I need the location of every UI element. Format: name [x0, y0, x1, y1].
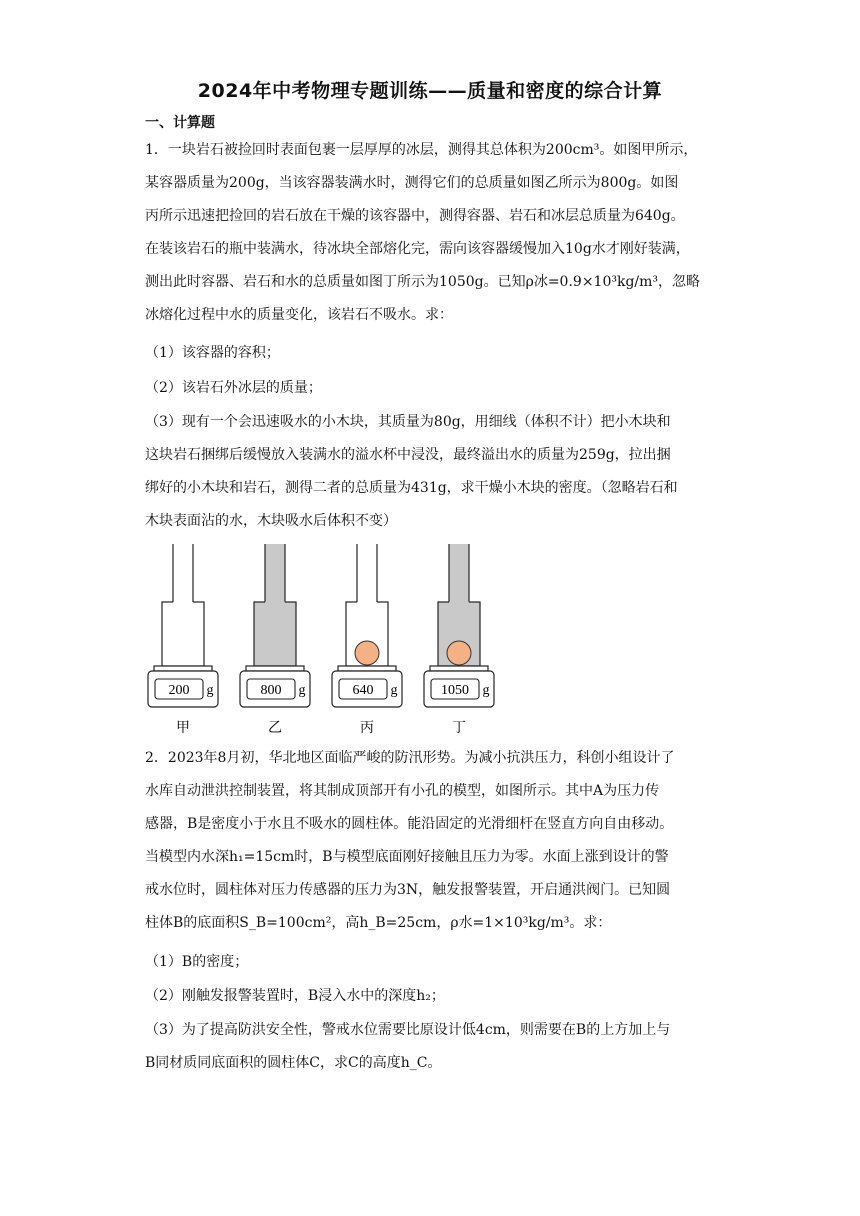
scale-group: [240, 544, 310, 736]
q1-subquestion-2: （2）该岩石外冰层的质量；: [145, 380, 322, 396]
q1-subquestion-3-line-1: （3）现有一个会迅速吸水的小木块，其质量为80g，用细线（体积不计）把小木块和: [145, 414, 671, 430]
q2-line-1: 2．2023年8月初，华北地区面临严峻的防汛形势。为减小抗洪压力，科创小组设计了: [145, 750, 675, 766]
scale-label: 丙: [360, 721, 374, 736]
rock-ball: [447, 641, 471, 665]
container-neck-fill: [173, 544, 193, 604]
q1-subquestion-3-line-2: 这块岩石捆绑后缓慢放入装满水的溢水杯中浸没，最终溢出水的质量为259g，拉出捆: [145, 447, 671, 463]
q1-subquestion-3-line-4: 木块表面沾的水，木块吸水后体积不变）: [145, 513, 397, 529]
container-neck-fill: [265, 544, 285, 604]
scale-unit: g: [390, 683, 398, 698]
q1-line-3: 丙所示迅速把捡回的岩石放在干燥的该容器中，测得容器、岩石和冰层总质量为640g。: [145, 208, 685, 224]
q2-line-2: 水库自动泄洪控制装置，将其制成顶部开有小孔的模型，如图所示。其中A为压力传: [145, 783, 660, 799]
q1-subquestion-3-line-3: 绑好的小木块和岩石，测得二者的总质量为431g，求干燥小木块的密度。（忽略岩石和: [145, 480, 678, 496]
q1-line-4: 在装该岩石的瓶中装满水，待冰块全部熔化完，需向该容器缓慢加入10g水才刚好装满，: [145, 241, 690, 257]
container-neck-fill: [449, 544, 469, 604]
scale-reading: 800: [260, 683, 282, 698]
scale-platform: [246, 666, 304, 671]
q2-line-3: 感器，B是密度小于水且不吸水的圆柱体。能沿固定的光滑细杆在竖直方向自由移动。: [145, 816, 674, 832]
scale-label: 丁: [452, 721, 466, 736]
scale-platform: [338, 666, 396, 671]
scale-label: 甲: [176, 721, 190, 736]
scale-unit: g: [298, 683, 306, 698]
q2-subquestion-3-line-2: B同材质同底面积的圆柱体C，求C的高度h_C。: [145, 1055, 442, 1071]
q1-line-6: 冰熔化过程中水的质量变化，该岩石不吸水。求：: [145, 307, 453, 323]
scale-unit: g: [482, 683, 490, 698]
q2-subquestion-1: （1）B的密度；: [145, 954, 249, 970]
q2-subquestion-3-line-1: （3）为了提高防洪安全性，警戒水位需要比原设计低4cm，则需要在B的上方加上与: [145, 1022, 671, 1038]
scale-group: [424, 544, 494, 736]
q2-line-4: 当模型内水深h₁=15cm时，B与模型底面刚好接触且压力为零。水面上涨到设计的警: [145, 849, 669, 865]
container-body: [254, 602, 296, 666]
q2-line-6: 柱体B的底面积S_B=100cm²，高h_B=25cm，ρ水=1×10³kg/m³。求：: [145, 915, 612, 931]
scale-platform: [154, 666, 212, 671]
q1-line-5: 测出此时容器、岩石和水的总质量如图丁所示为1050g。已知ρ冰=0.9×10³kg/m³，忽略: [145, 274, 701, 290]
container-neck-fill: [357, 544, 377, 604]
q1-subquestion-1: （1）该容器的容积；: [145, 345, 280, 361]
scales-figure: [140, 540, 520, 740]
scale-reading: 1050: [441, 683, 469, 698]
q1-line-2: 某容器质量为200g，当该容器装满水时，测得它们的总质量如图乙所示为800g。如图: [145, 175, 679, 191]
q1-line-1: 1．一块岩石被捡回时表面包裹一层厚厚的冰层，测得其总体积为200cm³。如图甲所示，: [145, 142, 698, 158]
q2-subquestion-2: （2）刚触发报警装置时，B浸入水中的深度h₂；: [145, 988, 445, 1004]
document-title: 2024年中考物理专题训练——质量和密度的综合计算: [197, 80, 663, 102]
water-joint: [266, 601, 285, 604]
scale-reading: 200: [168, 683, 190, 698]
container-body: [162, 602, 204, 666]
scale-label: 乙: [268, 721, 282, 736]
rock-ball: [355, 641, 379, 665]
water-joint: [450, 601, 469, 604]
q2-line-5: 戒水位时，圆柱体对压力传感器的压力为3N，触发报警装置，开启通洪阀门。已知圆: [145, 882, 671, 898]
section-heading: 一、计算题: [145, 115, 215, 131]
scale-unit: g: [206, 683, 214, 698]
scale-reading: 640: [352, 683, 374, 698]
scale-group: [332, 544, 402, 736]
scale-platform: [430, 666, 488, 671]
scale-group: [148, 544, 218, 736]
